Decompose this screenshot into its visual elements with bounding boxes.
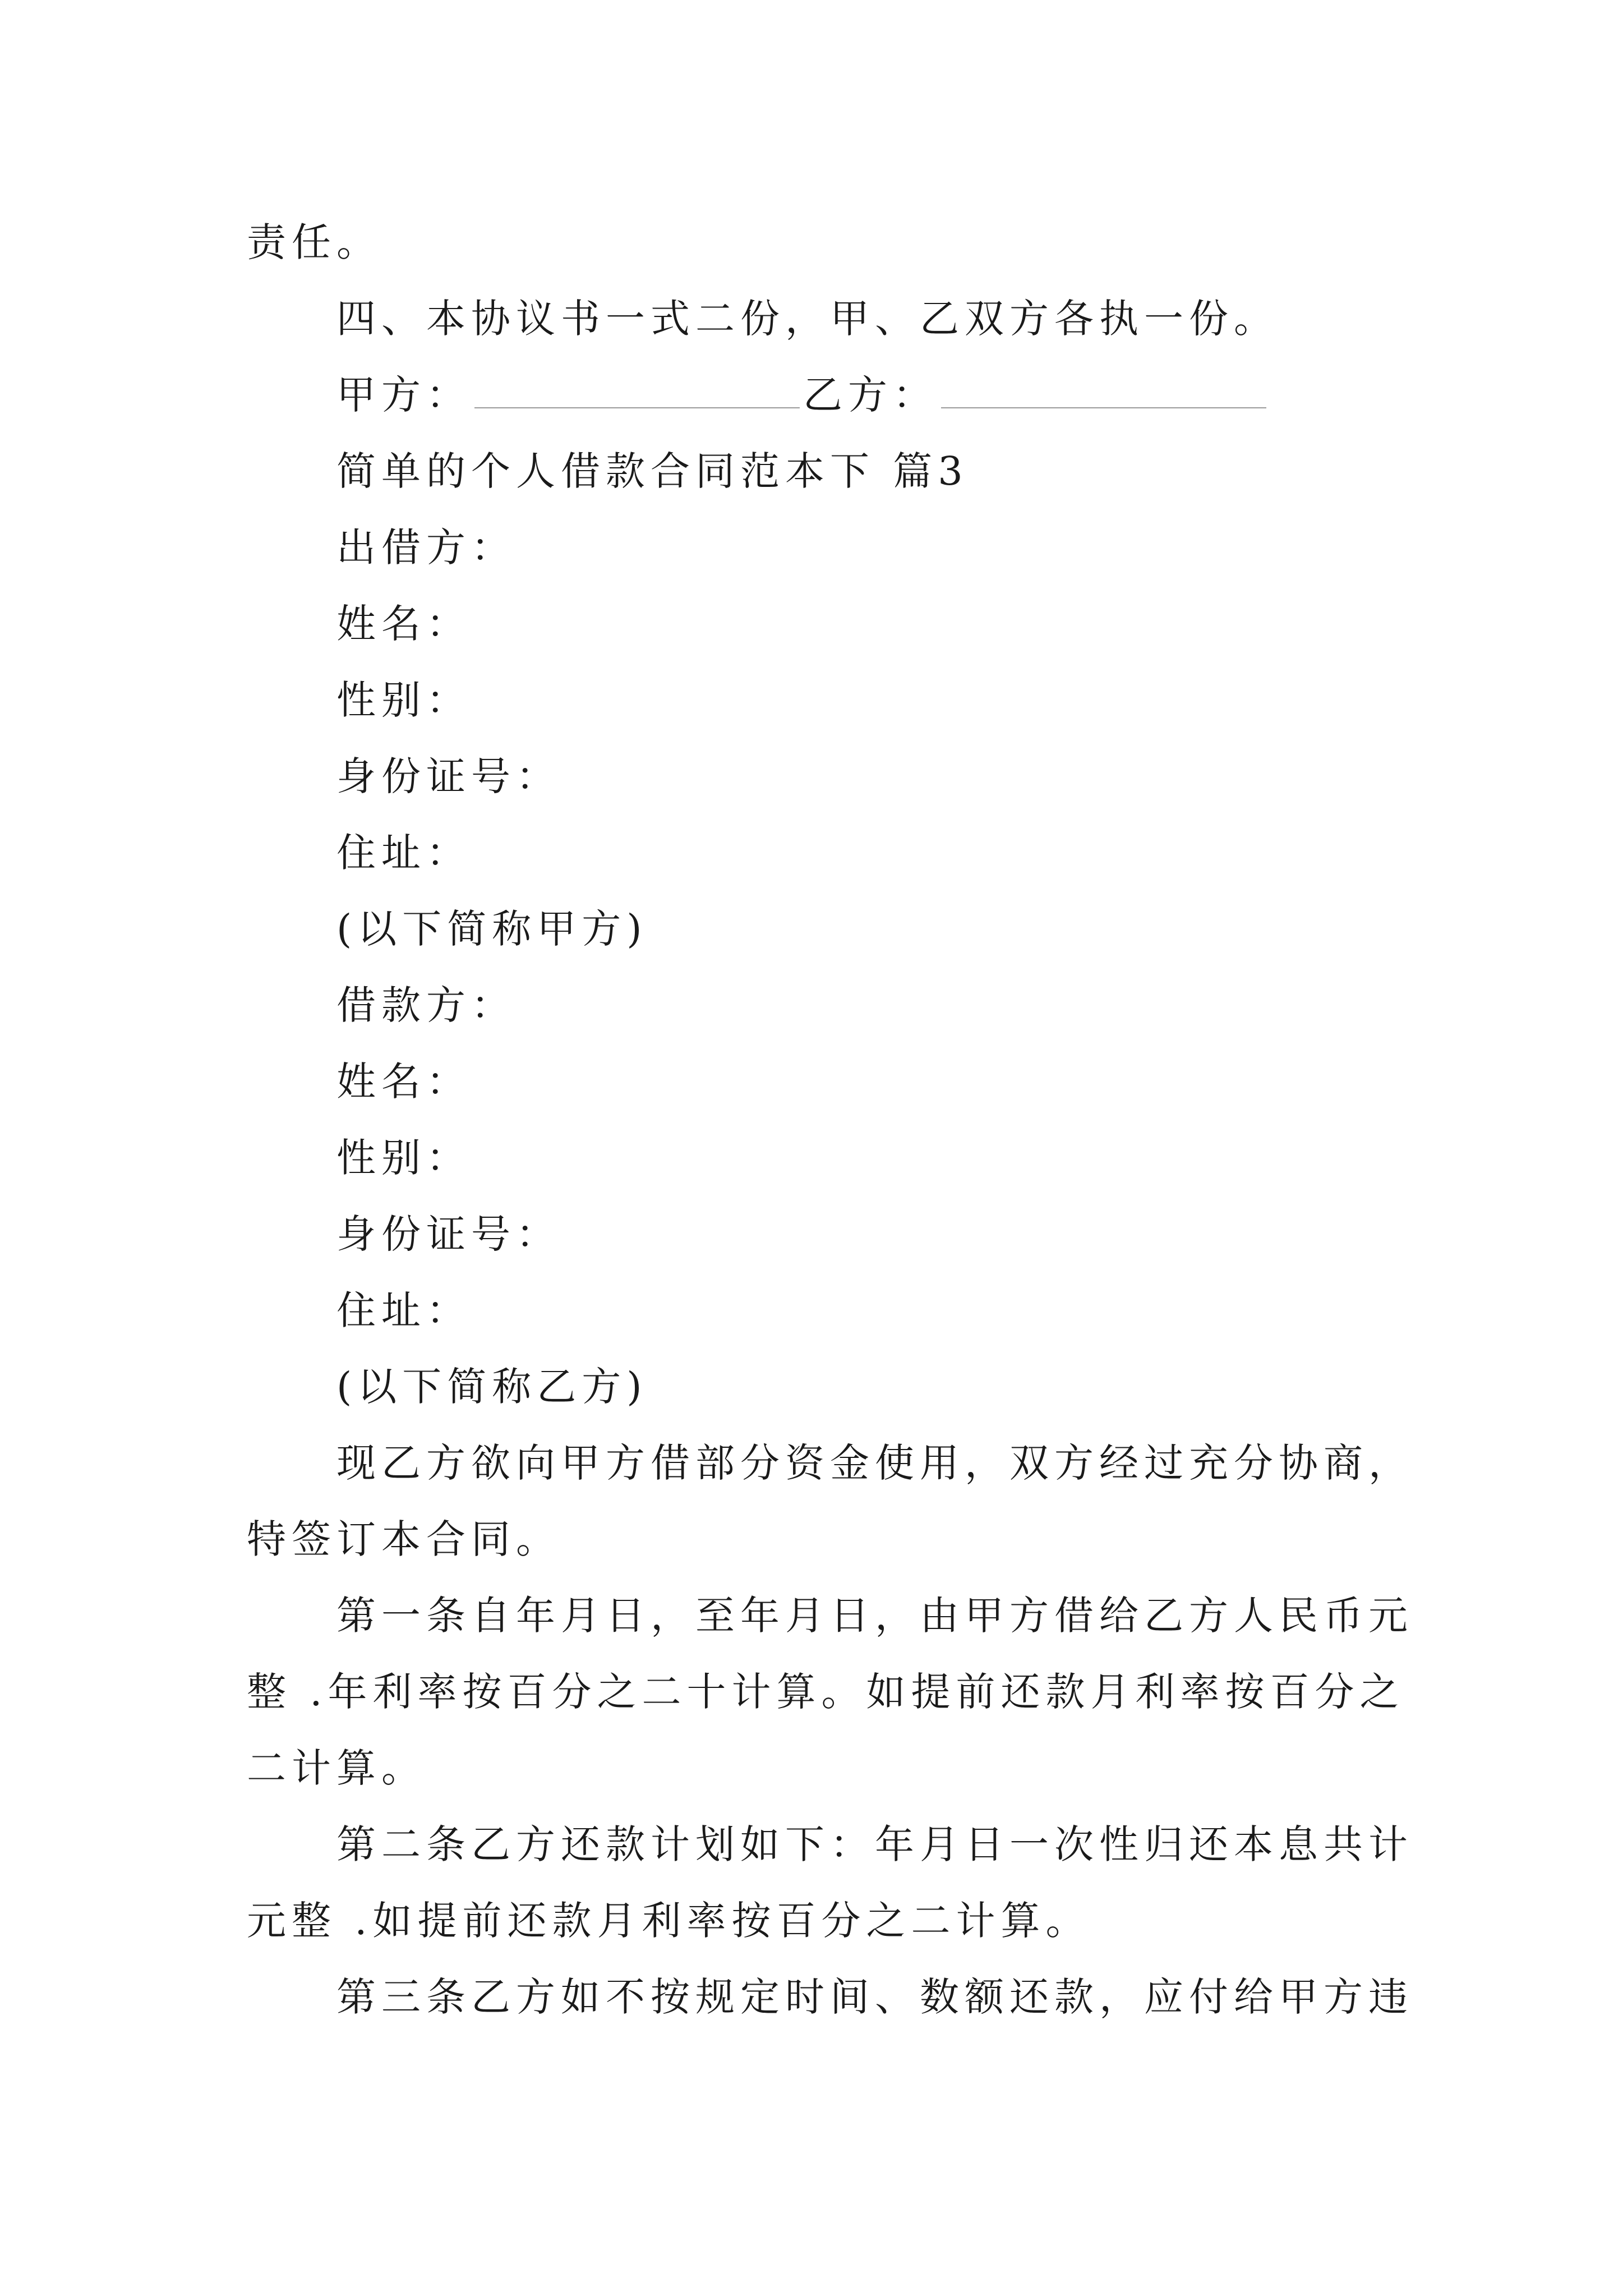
signature-line: [247, 372, 1391, 417]
text-line: 住址：: [336, 1287, 471, 1333]
party-b-label: 乙方：: [803, 372, 938, 418]
text-line: 性别：: [336, 677, 471, 723]
text-line: 整 .年利率按百分之二十计算。如提前还款月利率按百分之: [247, 1669, 1405, 1715]
text-line: 特签订本合同。: [247, 1516, 561, 1562]
text-line: 住址：: [336, 830, 471, 876]
text-line: 责任。: [247, 219, 381, 265]
text-line: 借款方：: [336, 982, 516, 1028]
text-line: 二计算。: [247, 1745, 426, 1791]
text-line: 第二条乙方还款计划如下：年月日一次性归还本息共计: [336, 1821, 1413, 1867]
party-a-label: 甲方：: [336, 372, 471, 418]
text-line: 四、本协议书一式二份，甲、乙双方各执一份。: [336, 296, 1279, 342]
text-line: 现乙方欲向甲方借部分资金使用，双方经过充分协商，: [336, 1440, 1413, 1486]
text-line: 身份证号：: [336, 1211, 561, 1257]
text-line: 姓名：: [336, 1059, 471, 1105]
section-heading: 简单的个人借款合同范本下 篇3: [336, 448, 969, 494]
text-line: 姓名：: [336, 601, 471, 647]
text-line: (以下简称乙方): [336, 1364, 648, 1410]
party-a-blank: [474, 372, 800, 408]
text-line: 元整 .如提前还款月利率按百分之二计算。: [247, 1898, 1091, 1944]
text-line: (以下简称甲方): [336, 906, 648, 952]
party-b-blank: [941, 372, 1266, 408]
text-line: 性别：: [336, 1135, 471, 1181]
text-line: 身份证号：: [336, 753, 561, 799]
text-line: 第一条自年月日，至年月日，由甲方借给乙方人民币元: [336, 1593, 1413, 1639]
text-line: 第三条乙方如不按规定时间、数额还款，应付给甲方违: [336, 1974, 1413, 2020]
text-line: 出借方：: [336, 524, 516, 570]
